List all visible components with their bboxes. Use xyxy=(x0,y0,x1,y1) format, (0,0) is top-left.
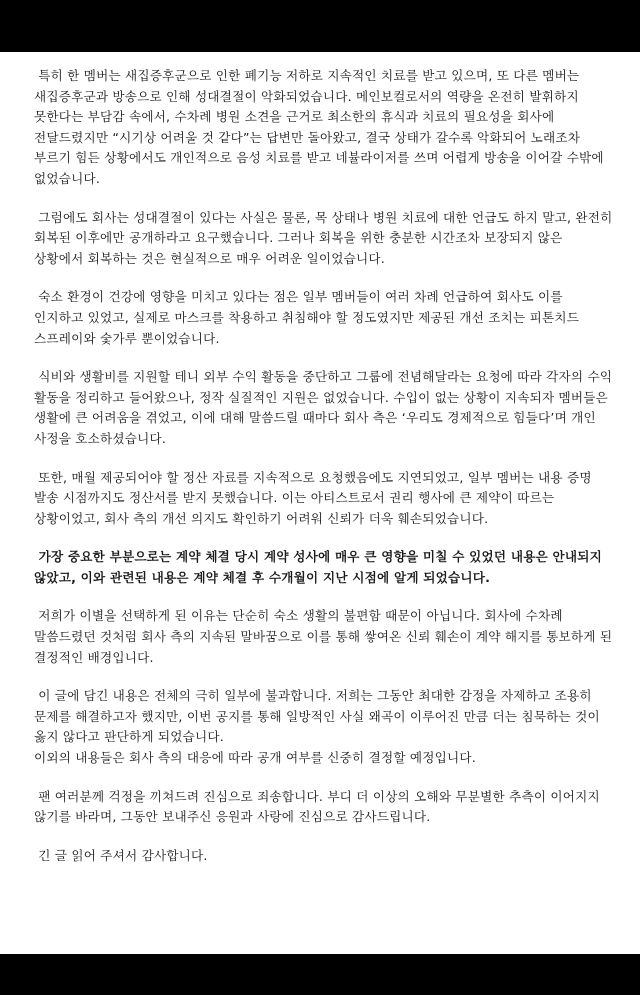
paragraph-dormitory-environment: 숙소 환경이 건강에 영향을 미치고 있다는 점은 일부 멤버들이 여러 차례 언급하여 회사도 이를 인지하고 있었고, 실제로 마스크를 착용하고 취침해야 할 정도였지만 제공된 개선 조치는 피톤치드 스프레이와 숯가루 뿐이었습니다. xyxy=(34,289,584,346)
document-page xyxy=(0,52,640,954)
paragraph-health-issues: 특히 한 멤버는 새집증후군으로 인한 폐기능 저하로 지속적인 치료를 받고 있으며, 또 다른 멤버는 새집증후군과 방송으로 인해 성대결절이 악화되었습니다. 메인보컬로서의 역량을 온전히 발휘하지 못한다는 부담감 속에서, 수차례 병원 소견을 근거로 최소한의 휴식과 치료의 필요성을 회사에 전달드렸지만 “시기상 어려울 것 같다”는 답변만 돌아왔고, 결국 상태가 갈수록 악화되어 노래조차 부르기 힘든 상황에서도 개인적으로 음성 치료를 받고 네뷸라이저를 쓰며 어렵게 방송을 이어갈 수밖에 없었습니다. xyxy=(34,68,609,186)
bottom-black-bar xyxy=(0,954,640,995)
paragraph-disclosure-demand: 그럼에도 회사는 성대결절이 있다는 사실은 물론, 목 상태나 병원 치료에 대한 언급도 하지 말고, 완전히 회복된 이후에만 공개하라고 요구했습니다. 그러나 회복을 위한 충분한 시간조차 보장되지 않은 상황에서 회복하는 것은 현실적으로 매우 어려운 일이었습니다. xyxy=(34,209,617,266)
paragraph-silence-broken: 이 글에 담긴 내용은 전체의 극히 일부에 불과합니다. 저희는 그동안 최대한 감정을 자제하고 조용히 문제를 해결하고자 했지만, 이번 공지를 통해 일방적인 사실 왜곡이 이루어진 만큼 더는 침묵하는 것이 옳지 않다고 판단하게 되었습니다. xyxy=(34,688,605,745)
paragraph-contract-disclosure: 가장 중요한 부분으로는 계약 체결 당시 계약 성사에 매우 큰 영향을 미칠 수 있었던 내용은 안내되지 않았고, 이와 관련된 내용은 계약 체결 후 수개월이 지난 시점에 알게 되었습니다. xyxy=(34,549,607,585)
top-black-bar xyxy=(0,0,640,52)
paragraph-settlement-records: 또한, 매월 제공되어야 할 정산 자료를 지속적으로 요청했음에도 지연되었고, 일부 멤버는 내용 증명 발송 시점까지도 정산서를 받지 못했습니다. 이는 아티스트로서 권리 행사에 큰 제약이 따르는 상황이었고, 회사 측의 개선 의지도 확인하기 어려워 신뢰가 더욱 훼손되었습니다. xyxy=(34,469,596,526)
paragraph-further-disclosure: 이외의 내용들은 회사 측의 대응에 따라 공개 여부를 신중히 결정할 예정입니다. xyxy=(34,750,476,766)
paragraph-reason-for-leaving: 저희가 이별을 선택하게 된 이유는 단순히 숙소 생활의 불편함 때문이 아닙니다. 회사에 수차례 말씀드렸던 것처럼 회사 측의 지속된 말바꿈으로 이를 통해 쌓여온 신뢰 훼손이 계약 해지를 통보하게 된 결정적인 배경입니다. xyxy=(34,608,617,665)
document-body xyxy=(34,66,617,884)
paragraph-apology-to-fans: 팬 여러분께 걱정을 끼쳐드려 진심으로 죄송합니다. 부디 더 이상의 오해와 무분별한 추측이 이어지지 않기를 바라며, 그동안 보내주신 응원과 사랑에 진심으로 감사드립니다. xyxy=(34,788,605,825)
paragraph-closing-thanks: 긴 글 읽어 주셔서 감사합니다. xyxy=(34,847,208,863)
paragraph-living-support: 식비와 생활비를 지원할 테니 외부 수익 활동을 중단하고 그룹에 전념해달라는 요청에 따라 각자의 수익 활동을 정리하고 들어왔으나, 정작 실질적인 지원은 없었습니다. 수입이 없는 상황이 지속되자 멤버들은 생활에 큰 어려움을 겪었고, 이에 대해 말씀드릴 때마다 회사 측은 ‘우리도 경제적으로 힘들다’며 개인 사정을 호소하셨습니다. xyxy=(34,369,617,446)
